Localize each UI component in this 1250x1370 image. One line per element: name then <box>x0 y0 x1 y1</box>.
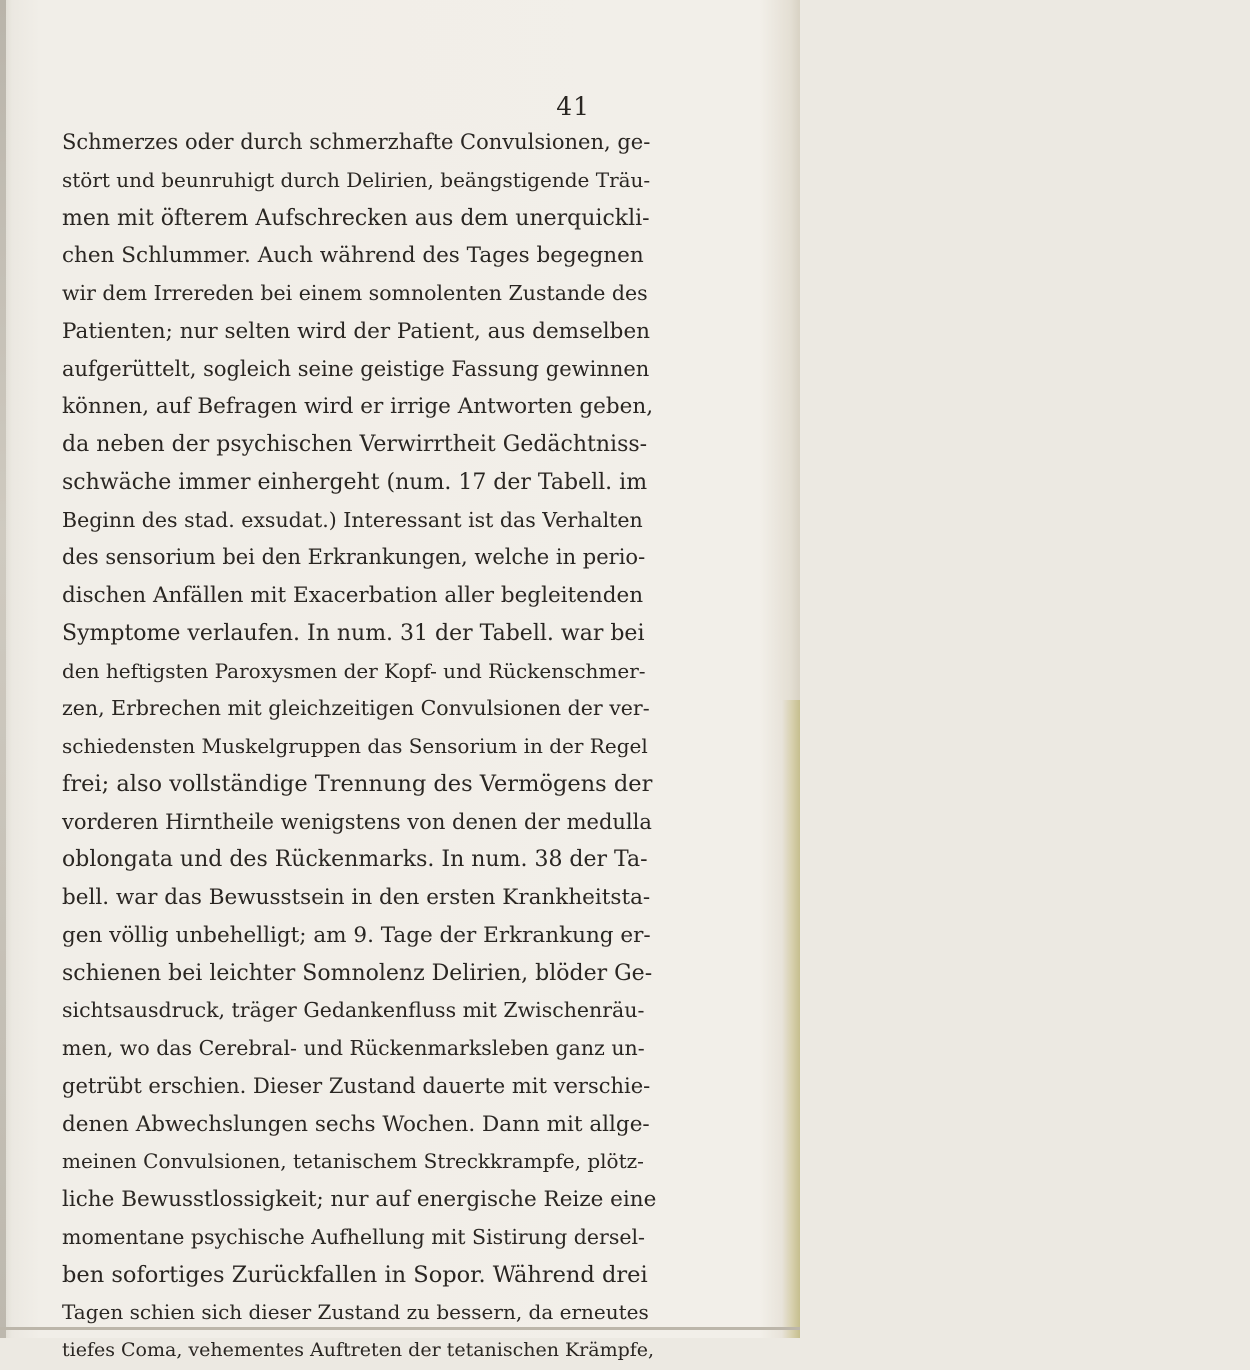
text-line: können, auf Befragen wird er irrige Antworten geben, <box>62 394 654 420</box>
text-line: schienen bei leichter Somnolenz Delirien, blöder Ge- <box>62 960 653 986</box>
text-line: Tagen schien sich dieser Zustand zu bessern, da erneutes <box>62 1300 649 1325</box>
body-text <box>62 124 656 1370</box>
paper-stain <box>782 700 800 1338</box>
text-line: chen Schlummer. Auch während des Tages begegnen <box>62 243 644 269</box>
text-line: des sensorium bei den Erkrankungen, welche in perio- <box>62 545 646 570</box>
text-line: sichtsausdruck, träger Gedankenfluss mit Zwischenräu- <box>62 998 645 1023</box>
text-line: Beginn des stad. exsudat.) Interessant ist das Verhalten <box>62 507 643 532</box>
text-line: Schmerzes oder durch schmerzhafte Convulsionen, ge- <box>62 130 651 154</box>
text-line: da neben der psychischen Verwirrtheit Gedächtniss- <box>62 432 648 457</box>
text-line: wir dem Irrereden bei einem somnolenten Zustande des <box>62 281 648 305</box>
text-line: Patienten; nur selten wird der Patient, aus demselben <box>62 318 651 344</box>
text-line: vorderen Hirntheile wenigstens von denen der medulla <box>62 809 652 834</box>
text-line: ben sofortiges Zurückfallen in Sopor. Während drei <box>62 1261 648 1288</box>
text-line: schiedensten Muskelgruppen das Sensorium in der Regel <box>62 734 648 758</box>
text-line: gen völlig unbehelligt; am 9. Tage der Erkrankung er- <box>62 922 651 948</box>
text-line: men mit öfterem Aufschrecken aus dem unerquickli- <box>62 205 650 231</box>
text-line: den heftigsten Paroxysmen der Kopf- und Rückenschmer- <box>62 658 646 683</box>
text-line: bell. war das Bewusstsein in den ersten Krankheitsta- <box>62 885 651 910</box>
text-line: dischen Anfällen mit Exacerbation aller begleitenden <box>62 583 644 608</box>
text-line: schwäche immer einhergeht (num. 17 der Tabell. im <box>62 469 648 495</box>
text-line: tiefes Coma, vehementes Auftreten der tetanischen Krämpfe, <box>62 1339 655 1361</box>
page-bottom-edge <box>0 1327 800 1330</box>
text-line: liche Bewusstlossigkeit; nur auf energische Reize eine <box>62 1187 657 1212</box>
text-line: frei; also vollständige Trennung des Vermögens der <box>62 770 653 797</box>
text-line: zen, Erbrechen mit gleichzeitigen Convulsionen der ver- <box>62 696 650 721</box>
text-line: oblongata und des Rückenmarks. In num. 38 der Ta- <box>62 847 648 873</box>
text-line: momentane psychische Aufhellung mit Sistirung dersel- <box>62 1224 645 1249</box>
text-line: aufgerüttelt, sogleich seine geistige Fassung gewinnen <box>62 356 650 381</box>
binding-edge <box>0 0 6 1338</box>
text-line: Symptome verlaufen. In num. 31 der Tabell. war bei <box>62 620 645 646</box>
text-line: denen Abwechslungen sechs Wochen. Dann mit allge- <box>62 1111 650 1137</box>
text-line: stört und beunruhigt durch Delirien, beängstigende Träu- <box>62 167 651 192</box>
text-line: men, wo das Cerebral- und Rückenmarksleben ganz un- <box>62 1036 645 1060</box>
text-line: getrübt erschien. Dieser Zustand dauerte mit verschie- <box>62 1073 651 1098</box>
text-line: meinen Convulsionen, tetanischem Streckkrampfe, plötz- <box>62 1149 644 1174</box>
page-number: 41 <box>556 92 590 121</box>
